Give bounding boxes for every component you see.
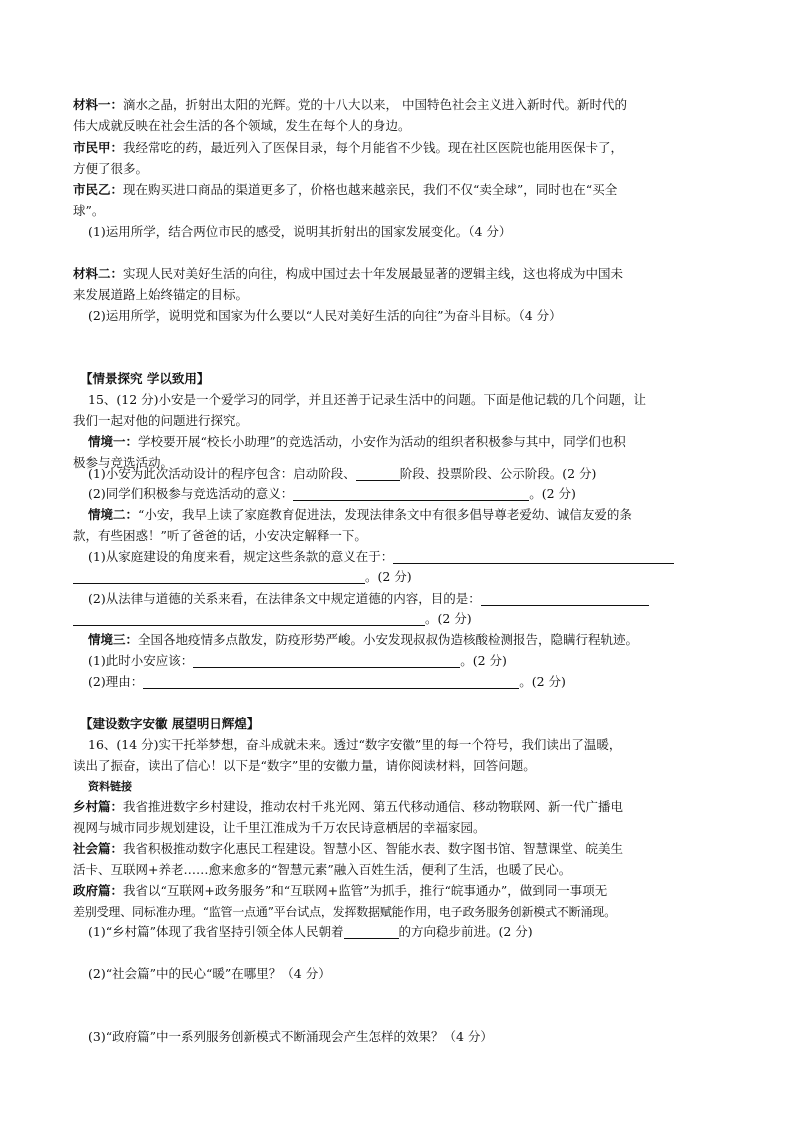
scenario-3-label: 情境三： bbox=[88, 632, 139, 647]
material-2-label: 材料二： bbox=[73, 266, 124, 281]
scenario-2-text-2: 款，有些困惑！”听了爸爸的话，小安决定解释一下。 bbox=[73, 528, 367, 543]
government-text-2: 差别受理、同标准办理。“监管一点通”平台试点，发挥数据赋能作用，电子政务服务创新模式不断涌现。 bbox=[73, 905, 616, 919]
village-line-1 bbox=[73, 797, 725, 817]
q15-1-answer-blank[interactable] bbox=[356, 466, 400, 481]
q15-4-line-2 bbox=[73, 609, 725, 629]
q16-1-text-b: 的方向稳步前进。(2 分) bbox=[398, 924, 533, 939]
q15-5 bbox=[88, 651, 740, 671]
scenario-1-text-1: 学校要开展“校长小助理”的竞选活动，小安作为活动的组织者积极参与其中，同学们也积 bbox=[138, 434, 626, 449]
scenario-3-text-1: 全国各地疫情多点散发，防疫形势严峻。小安发现叔叔伪造核酸检测报告，隐瞒行程轨迹。 bbox=[138, 632, 639, 647]
q15-6-answer-blank[interactable] bbox=[143, 674, 519, 689]
citizen-a-line-2 bbox=[73, 159, 725, 179]
material-1-label: 材料一： bbox=[73, 97, 124, 112]
citizen-a-line-1 bbox=[73, 138, 725, 158]
q15-5-answer-blank[interactable] bbox=[193, 653, 460, 668]
scenario-2-text-1: “小安，我早上读了家庭教育促进法，发现法律条文中有很多倡导尊老爱幼、诚信友爱的条 bbox=[138, 507, 632, 522]
citizen-b-text-1: 现在购买进口商品的渠道更多了，价格也越来越亲民，我们不仅“卖全球”，同时也在“买全 bbox=[123, 182, 618, 197]
q15-intro-1: 15、(12 分)小安是一个爱学习的同学，并且还善于记录生活中的问题。下面是他记载的几个问题，让 bbox=[88, 392, 647, 407]
q15-4-answer-blank-1[interactable] bbox=[481, 591, 649, 606]
material-1-text-2: 伟大成就反映在社会生活的各个领域，发生在每个人的身边。 bbox=[73, 118, 411, 133]
society-line-2 bbox=[73, 860, 725, 880]
scenario-1-text-2: 极参与竞选活动。 bbox=[73, 455, 174, 470]
q16-3: (3)“政府篇”中一系列服务创新模式不断涌现会产生怎样的效果？（4 分） bbox=[88, 1029, 493, 1044]
q15-6-text-b: 。(2 分) bbox=[519, 674, 566, 689]
materials-link-label: 资料链接 bbox=[88, 780, 132, 793]
material-1-line-2 bbox=[73, 116, 725, 136]
village-label: 乡村篇： bbox=[73, 799, 124, 814]
q15-5-text-b: 。(2 分) bbox=[460, 653, 507, 668]
q15-4-text-a: (2)从法律与道德的关系来看，在法律条文中规定道德的内容，目的是： bbox=[88, 591, 481, 606]
q16-1 bbox=[88, 922, 740, 942]
scenario-2-label: 情境二： bbox=[88, 507, 139, 522]
material-1-text-1: 滴水之晶，折射出太阳的光辉。党的十八大以来， 中国特色社会主义进入新时代。新时代的 bbox=[123, 97, 627, 112]
q15-6 bbox=[88, 672, 740, 692]
scenario-2-line-1 bbox=[88, 505, 740, 525]
government-label: 政府篇： bbox=[73, 883, 124, 898]
section-16-header: 【建设数字安徽 展望明日辉煌】 bbox=[80, 716, 260, 731]
society-text-2: 活卡、互联网+养老……愈来愈多的“智慧元素”融入百姓生活，便利了生活，也暖了民心。 bbox=[73, 862, 572, 877]
q16-1-answer-blank[interactable] bbox=[344, 924, 399, 939]
government-line-1 bbox=[73, 881, 725, 901]
q15-5-text-a: (1)此时小安应该： bbox=[88, 653, 194, 668]
government-text-1: 我省以“互联网+政务服务”和“互联网+监管”为抓手，推行“皖事通办”，做到同一事项无 bbox=[123, 883, 608, 898]
material-1-line-1 bbox=[73, 95, 725, 115]
q15-1-text-b: 阶段、投票阶段、公示阶段。(2 分) bbox=[399, 466, 597, 481]
citizen-a-text-2: 方便了很多。 bbox=[73, 161, 149, 176]
q15-1-text-a: (1)小安为此次活动设计的程序包含：启动阶段、 bbox=[88, 466, 356, 481]
q15-4-text-b: 。(2 分) bbox=[425, 611, 472, 626]
q15-4-answer-blank-2[interactable] bbox=[73, 611, 425, 626]
scenario-1-line-1 bbox=[88, 432, 740, 452]
citizen-a-label: 市民甲： bbox=[73, 140, 124, 155]
society-text-1: 我省积极推动数字化惠民工程建设。智慧小区、智能水表、数字图书馆、智慧课堂、皖美生 bbox=[123, 841, 624, 856]
village-text-1: 我省推进数字乡村建设，推动农村千兆光网、第五代移动通信、移动物联网、新一代广播电 bbox=[123, 799, 624, 814]
q16-intro-2: 读出了振奋，读出了信心！以下是“数字”里的安徽力量，请你阅读材料，回答问题。 bbox=[73, 758, 536, 773]
material-2-text-2: 来发展道路上始终锚定的目标。 bbox=[73, 287, 249, 302]
scenario-2-line-2 bbox=[73, 526, 725, 546]
q15-3-text-a: (1)从家庭建设的角度来看，规定这些条款的意义在于： bbox=[88, 549, 394, 564]
q15-2-text-b: 。(2 分) bbox=[529, 486, 576, 501]
citizen-b-text-2: 球”。 bbox=[73, 203, 105, 218]
q16-intro-1: 16、(14 分)实干托举梦想，奋斗成就未来。透过“数字安徽”里的每一个符号，我们读出了温暖， bbox=[88, 737, 622, 752]
q15-4-line-1 bbox=[88, 589, 740, 609]
material-2-line-2 bbox=[73, 285, 725, 305]
village-text-2: 视网与城市同步规划建设，让千里江淮成为千万农民诗意栖居的幸福家园。 bbox=[73, 820, 486, 835]
scenario-3-line-1 bbox=[88, 630, 740, 650]
q15-2-answer-blank[interactable] bbox=[293, 486, 529, 501]
question-1-1: (1)运用所学，结合两位市民的感受，说明其折射出的国家发展变化。（4 分） bbox=[88, 224, 512, 239]
q15-1 bbox=[88, 464, 740, 484]
citizen-b-line-1 bbox=[73, 180, 725, 200]
q15-3-line-1 bbox=[88, 547, 740, 567]
q15-3-answer-blank-1[interactable] bbox=[393, 549, 674, 564]
section-15-header: 【情景探究 学以致用】 bbox=[80, 371, 210, 386]
q15-2 bbox=[88, 484, 740, 504]
material-2-line-1 bbox=[73, 264, 725, 284]
q15-3-text-b: 。(2 分) bbox=[365, 569, 412, 584]
material-2-text-1: 实现人民对美好生活的向往，构成中国过去十年发展最显著的逻辑主线，这也将成为中国未 bbox=[123, 266, 624, 281]
q16-2: (2)“社会篇”中的民心“暖”在哪里？（4 分） bbox=[88, 966, 331, 981]
q15-intro-2: 我们一起对他的问题进行探究。 bbox=[73, 413, 249, 428]
scenario-1-label: 情境一： bbox=[88, 434, 139, 449]
society-line-1 bbox=[73, 839, 725, 859]
citizen-a-text-1: 我经常吃的药，最近列入了医保目录，每个月能省不少钱。现在社区医院也能用医保卡了， bbox=[123, 140, 624, 155]
q15-6-text-a: (2)理由： bbox=[88, 674, 144, 689]
village-line-2 bbox=[73, 818, 725, 838]
q15-2-text-a: (2)同学们积极参与竞选活动的意义： bbox=[88, 486, 294, 501]
society-label: 社会篇： bbox=[73, 841, 124, 856]
q15-3-line-2 bbox=[73, 567, 725, 587]
citizen-b-label: 市民乙： bbox=[73, 182, 124, 197]
citizen-b-line-2 bbox=[73, 201, 725, 221]
q15-3-answer-blank-2[interactable] bbox=[73, 569, 365, 584]
q16-1-text-a: (1)“乡村篇”体现了我省坚持引领全体人民朝着 bbox=[88, 924, 344, 939]
question-1-2: (2)运用所学，说明党和国家为什么要以“人民对美好生活的向往”为奋斗目标。（4 分） bbox=[88, 308, 562, 323]
government-line-2 bbox=[73, 902, 725, 922]
